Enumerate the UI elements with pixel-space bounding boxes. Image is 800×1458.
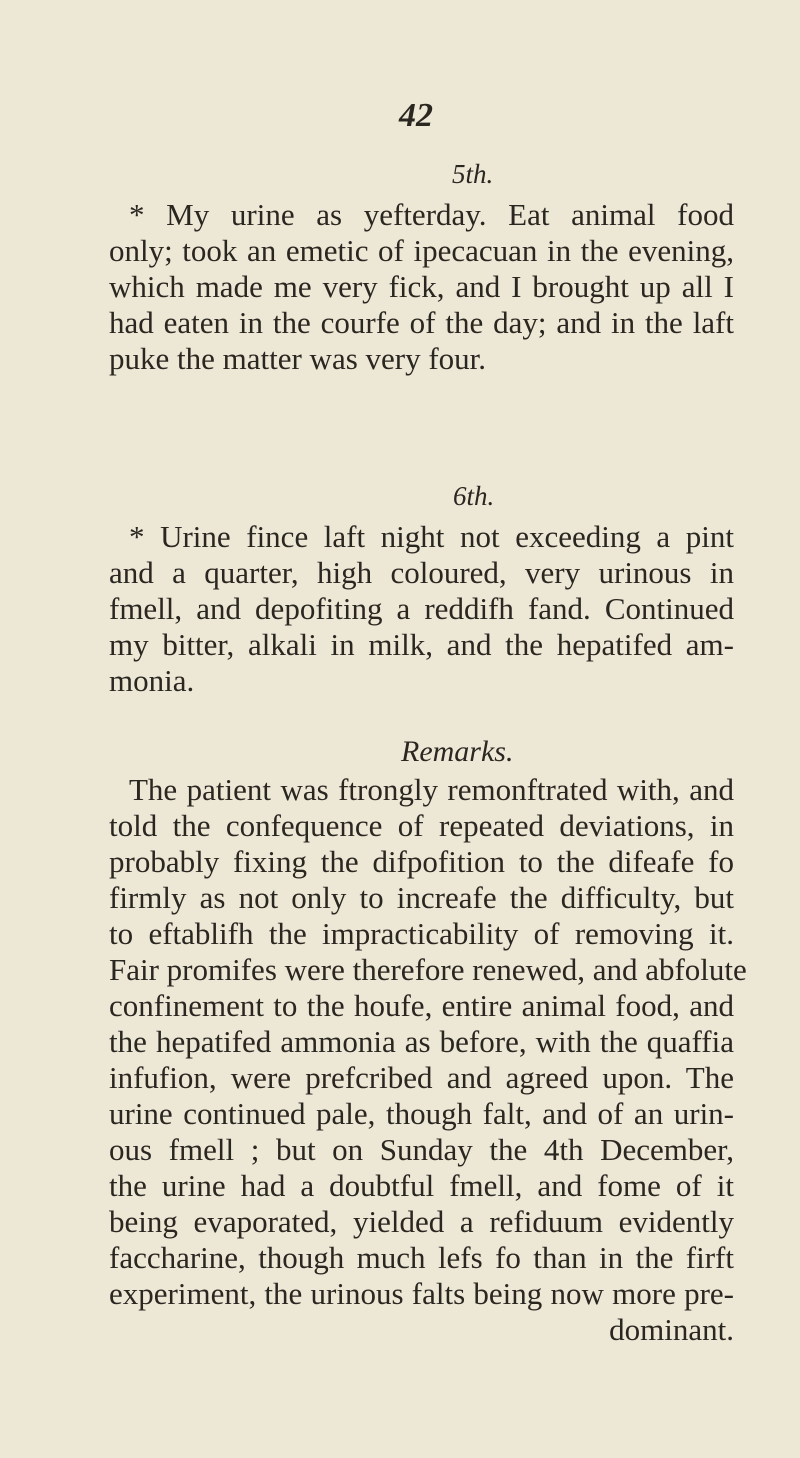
text-line: being evaporated, yielded a refiduum evidently: [109, 1204, 734, 1239]
text-line: told the confequence of repeated deviations, in: [109, 808, 734, 843]
text-line: * Urine fince laft night not exceeding a pint: [129, 519, 734, 554]
text-line: dominant.: [609, 1312, 734, 1347]
text-line: probably fixing the difpofition to the difeafe fo: [109, 844, 734, 879]
text-line: fmell, and depofiting a reddifh fand. Continued: [109, 591, 734, 626]
text-line: Fair promifes were therefore renewed, and abfolute: [109, 952, 747, 987]
text-line: only; took an emetic of ipecacuan in the evening,: [109, 233, 734, 268]
text-line: puke the matter was very four.: [109, 341, 487, 376]
page-number: 42: [399, 97, 433, 134]
text-line: to eftablifh the impracticability of removing it.: [109, 916, 734, 951]
text-line: the urine had a doubtful fmell, and fome of it: [109, 1168, 734, 1203]
text-line: experiment, the urinous falts being now more pre-: [109, 1276, 734, 1311]
text-line: ous fmell ; but on Sunday the 4th December,: [109, 1132, 734, 1167]
text-line: the hepatifed ammonia as before, with the quaffia: [109, 1024, 734, 1059]
text-line: had eaten in the courfe of the day; and in the laft: [109, 305, 734, 340]
text-line: faccharine, though much lefs fo than in the firft: [109, 1240, 734, 1275]
remarks-paragraph: [109, 772, 747, 1348]
entry-heading-5th: 5th.: [452, 159, 494, 189]
text-line: which made me very fick, and I brought up all I: [109, 269, 734, 304]
text-line: The patient was ftrongly remonftrated with, and: [129, 772, 734, 807]
text-line: infufion, were prefcribed and agreed upon. The: [109, 1060, 734, 1095]
entry-heading-6th: 6th.: [453, 481, 495, 511]
text-line: urine continued pale, though falt, and of an urin-: [109, 1096, 734, 1131]
text-line: * My urine as yefterday. Eat animal food: [129, 197, 734, 232]
remarks-heading: Remarks.: [401, 735, 514, 768]
entry-paragraph-5th: [109, 197, 734, 377]
text-line: and a quarter, high coloured, very urinous in: [109, 555, 734, 590]
text-line: monia.: [109, 663, 195, 698]
entry-paragraph-6th: [109, 519, 734, 699]
text-line: my bitter, alkali in milk, and the hepatifed am-: [109, 627, 734, 662]
text-line: confinement to the houfe, entire animal food, and: [109, 988, 734, 1023]
text-line: firmly as not only to increafe the difficulty, but: [109, 880, 734, 915]
